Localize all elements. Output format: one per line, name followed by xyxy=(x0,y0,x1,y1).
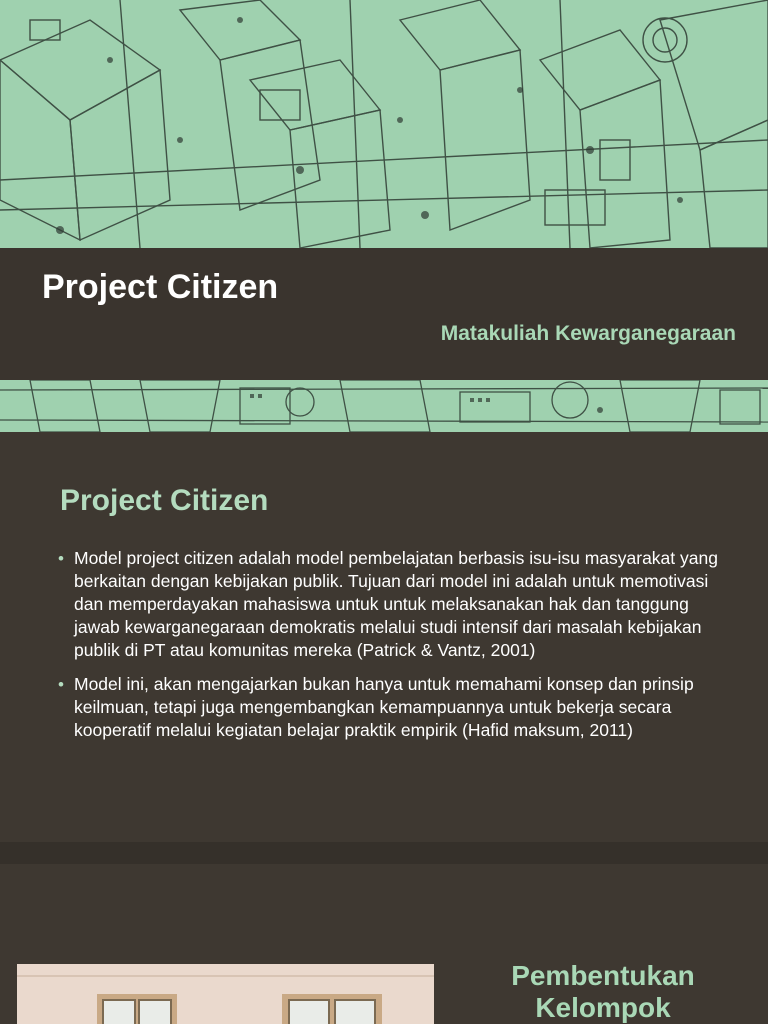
city-illustration-bottom xyxy=(0,380,768,432)
city-illustration-top xyxy=(0,0,768,248)
slide-photo xyxy=(17,964,434,1024)
slide-2 xyxy=(0,432,768,842)
slide-subtitle: Matakuliah Kewarganegaraan xyxy=(440,322,736,345)
slide-heading: Pembentukan Kelompok xyxy=(511,960,695,1023)
bullet-text: Model project citizen adalah model pembelajatan berbasis isu-isu masyarakat yang berkaitan dengan kebijakan publik. Tujuan dari model ini adalah untuk memotivasi dan memperdayakan mahasiswa untuk untuk melaksanakan hak dan tanggung jawab kewarganegaraan demokratis melalui studi intensif dari masalah kebijakan publik di PT atau komunitas mereka (Patrick & Vantz, 2001) xyxy=(74,548,718,660)
bullet-text: Model ini, akan mengajarkan bukan hanya untuk memahami konsep dan prinsip keilmuan, tetapi juga mengembangkan kemampuannya untuk bekerja secara kooperatif melalui kegiatan belajar praktik empirik (Hafid maksum, 2011) xyxy=(74,674,694,740)
bullet-list xyxy=(58,547,738,753)
slide-title: Project Citizen xyxy=(42,268,279,306)
bullet-item xyxy=(58,547,738,662)
slide-divider xyxy=(0,842,768,864)
bullet-item xyxy=(58,673,738,742)
slide-1 xyxy=(0,0,768,432)
slide-heading: Project Citizen xyxy=(60,484,269,517)
slide-3 xyxy=(0,864,768,1024)
bullet-icon: • xyxy=(58,675,64,694)
bullet-icon: • xyxy=(58,549,64,568)
